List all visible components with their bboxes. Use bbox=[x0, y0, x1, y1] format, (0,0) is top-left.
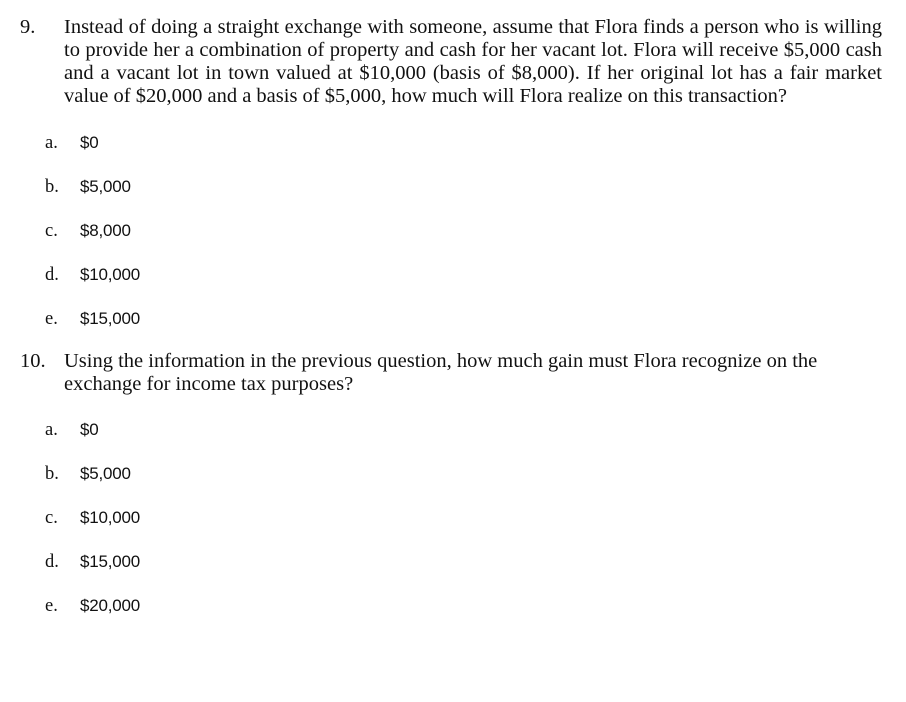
answer-choice-9b[interactable] bbox=[45, 175, 131, 199]
choice-value: $15,000 bbox=[80, 552, 141, 571]
question-10 bbox=[20, 350, 882, 396]
choice-letter: b. bbox=[45, 177, 59, 197]
choice-value: $10,000 bbox=[80, 265, 141, 284]
answer-choice-9d[interactable] bbox=[45, 263, 140, 287]
choice-value: $5,000 bbox=[80, 177, 131, 196]
question-9 bbox=[20, 16, 882, 108]
choice-value: $0 bbox=[80, 420, 99, 439]
question-text: Using the information in the previous question, how much gain must Flora recognize on the exchange for income tax purposes? bbox=[64, 350, 818, 395]
answer-choice-10b[interactable] bbox=[45, 462, 131, 486]
question-number: 10. bbox=[20, 350, 46, 372]
answer-choice-10d[interactable] bbox=[45, 550, 140, 574]
answer-choice-10e[interactable] bbox=[45, 594, 140, 618]
choice-letter: a. bbox=[45, 420, 58, 440]
choice-value: $20,000 bbox=[80, 596, 141, 615]
choice-value: $5,000 bbox=[80, 464, 131, 483]
answer-choice-10a[interactable] bbox=[45, 418, 99, 442]
choice-value: $8,000 bbox=[80, 221, 131, 240]
question-text: Instead of doing a straight exchange with someone, assume that Flora finds a person who is willing to provide her a combination of property and cash for her vacant lot. Flora will receive $5,000 cash and a vacant lot in town valued at $10,000 (basis of $8,000). If her original lot has a fair market value of $20,000 and a basis of $5,000, how much will Flora realize on this transaction? bbox=[64, 16, 882, 107]
answer-choice-9a[interactable] bbox=[45, 131, 99, 155]
answer-choice-9c[interactable] bbox=[45, 219, 131, 243]
choice-letter: e. bbox=[45, 309, 58, 329]
choice-value: $15,000 bbox=[80, 309, 141, 328]
choice-letter: b. bbox=[45, 464, 59, 484]
choice-value: $10,000 bbox=[80, 508, 141, 527]
choice-letter: e. bbox=[45, 596, 58, 616]
choice-letter: c. bbox=[45, 221, 58, 241]
question-stem bbox=[20, 16, 882, 108]
answer-choice-9e[interactable] bbox=[45, 307, 140, 331]
question-number: 9. bbox=[20, 16, 36, 38]
choice-letter: d. bbox=[45, 265, 59, 285]
answer-choice-10c[interactable] bbox=[45, 506, 140, 530]
choice-letter: c. bbox=[45, 508, 58, 528]
choice-letter: d. bbox=[45, 552, 59, 572]
question-stem bbox=[20, 350, 882, 396]
choice-letter: a. bbox=[45, 133, 58, 153]
choice-value: $0 bbox=[80, 133, 99, 152]
